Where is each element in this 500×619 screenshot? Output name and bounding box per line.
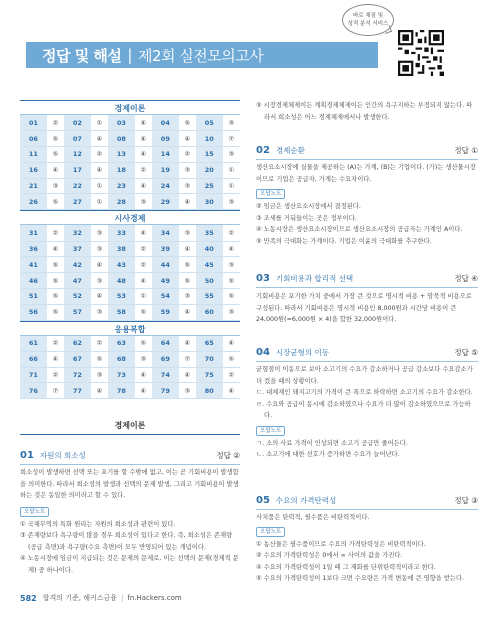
question-number-cell: 50 — [196, 273, 223, 289]
answer-cell: ④ — [91, 288, 108, 304]
question-number-cell: 61 — [20, 336, 47, 352]
question-number-cell: 31 — [20, 225, 47, 241]
answer-cell: ③ — [179, 288, 196, 304]
question-number-cell: 75 — [196, 367, 223, 383]
answer-cell: ④ — [135, 131, 152, 147]
question-01-header — [20, 448, 240, 462]
question-01-explanation — [20, 467, 240, 576]
question-number-cell: 55 — [196, 288, 223, 304]
answer-row — [20, 383, 240, 399]
answer-row — [20, 147, 240, 163]
answer-cell: ④ — [47, 241, 64, 257]
speech-bubble: 바로 채점 및 성적 분석 서비스 — [342, 4, 394, 36]
answer-cell: ④ — [91, 383, 108, 399]
answer-table — [20, 336, 240, 400]
answer-cell: ① — [223, 162, 240, 178]
answer-cell: ③ — [179, 178, 196, 194]
answer-cell: ③ — [223, 147, 240, 163]
question-topic: 기회비용과 합리적 선택 — [275, 273, 354, 283]
answer-row — [20, 178, 240, 194]
answer-cell: ⑤ — [223, 273, 240, 289]
explanation-body: 사치품은 탄력적, 필수품은 비탄력적이다. — [256, 514, 370, 521]
answer-cell: ⑤ — [223, 351, 240, 367]
answer-cell: ② — [223, 225, 240, 241]
note-item: ④ 노동시장은 생산요소시장이므로 생산요소시장의 공급자는 가계인 A이다. — [256, 226, 463, 233]
answer-cell: ④ — [179, 131, 196, 147]
question-number-cell: 72 — [64, 367, 91, 383]
question-number-cell: 16 — [20, 162, 47, 178]
answer-section-title: 경제이론 — [20, 100, 240, 115]
answer-row — [20, 257, 240, 273]
page-subtitle: 제2회 실전모의고사 — [137, 46, 264, 65]
question-divider — [256, 287, 478, 288]
answer-cell: ② — [135, 257, 152, 273]
question-number-cell: 58 — [108, 304, 135, 320]
question-answer: 정답 ③ — [454, 495, 478, 505]
answer-cell: ③ — [91, 273, 108, 289]
question-number-cell: 64 — [152, 336, 179, 352]
question-number-cell: 57 — [64, 304, 91, 320]
question-number-cell: 41 — [20, 257, 47, 273]
note-item: ⑤ 수요의 가격탄력성이 1보다 크면 수요량은 가격 변동에 큰 영향을 받는다. — [256, 575, 465, 582]
question-number-cell: 12 — [64, 147, 91, 163]
answer-cell: ② — [47, 225, 64, 241]
answer-cell: ② — [179, 147, 196, 163]
answer-row — [20, 225, 240, 241]
answer-cell: ④ — [135, 367, 152, 383]
answer-cell: ④ — [223, 383, 240, 399]
question-number-cell: 36 — [20, 241, 47, 257]
question-number-cell: 14 — [152, 147, 179, 163]
answer-cell: ① — [135, 288, 152, 304]
question-number-cell: 51 — [20, 288, 47, 304]
question-number-cell: 18 — [108, 162, 135, 178]
question-number-cell: 07 — [64, 131, 91, 147]
answer-row — [20, 351, 240, 367]
note-item: ㄴ. 소고기에 대한 선호가 증가하면 수요가 늘어난다. — [256, 451, 400, 458]
question-number-cell: 20 — [196, 162, 223, 178]
question-number: 02 — [256, 144, 270, 156]
question-divider — [256, 361, 478, 362]
question-number-cell: 15 — [196, 147, 223, 163]
explanation-body: 균형점이 이동으로 보아 소고기의 수요가 감소하거나 공급 감소보다 수요감소가 더 컸을 때의 상황이다. — [256, 366, 473, 385]
note-item: ③ 존재량보다 욕구량이 많을 경우 희소성이 있다고 한다. 즉, 희소성은 존재량(공급 측면)과 욕구량(수요 측면)이 모두 반영되어 있는 개념이다. — [20, 532, 233, 551]
answer-cell: ③ — [135, 194, 152, 210]
question-number-cell: 10 — [196, 131, 223, 147]
question-number-cell: 39 — [152, 241, 179, 257]
question-number-cell: 65 — [196, 336, 223, 352]
question-number-cell: 23 — [108, 178, 135, 194]
answer-row — [20, 115, 240, 131]
answer-cell: ② — [47, 336, 64, 352]
question-number-cell: 19 — [152, 162, 179, 178]
question-answer: 정답 ① — [454, 145, 478, 155]
question-number-cell: 67 — [64, 351, 91, 367]
wrong-answer-tag: 오답노트 — [20, 507, 49, 517]
answer-table — [20, 225, 240, 320]
answer-row — [20, 304, 240, 320]
note-item: ① 농산물은 필수품이므로 수요의 가격탄력성은 비탄력적이다. — [256, 540, 426, 548]
question-number-cell: 40 — [196, 241, 223, 257]
answer-cell: ② — [135, 241, 152, 257]
question-number: 05 — [256, 494, 270, 506]
note-item: ① 국채무역의 특화 원리는 자원의 희소성과 관련이 있다. — [20, 520, 176, 528]
answer-cell: ④ — [223, 336, 240, 352]
question-answer: 정답 ⑤ — [454, 347, 478, 357]
question-number-cell: 74 — [152, 367, 179, 383]
answer-cell: ④ — [135, 225, 152, 241]
question-number-cell: 73 — [108, 367, 135, 383]
note-item: ② 수요의 가격탄력성은 0에서 ∞ 사이의 값을 가진다. — [256, 552, 403, 559]
answer-cell: ② — [91, 147, 108, 163]
question-number: 03 — [256, 272, 270, 284]
question-answer: 정답 ② — [216, 450, 240, 460]
answer-cell: ⑤ — [135, 336, 152, 352]
answer-cell: ⑦ — [179, 351, 196, 367]
question-number-cell: 35 — [196, 225, 223, 241]
page-footer — [20, 593, 182, 603]
question-number-cell: 78 — [108, 383, 135, 399]
question-number-cell: 71 — [20, 367, 47, 383]
question-number-cell: 05 — [196, 115, 223, 131]
explanation-body: 기회비용은 포기한 가치 중에서 가장 큰 것으로 명시적 비용 + 암묵적 비용으로 구성된다. 따라서 기회비용은 명시적 비용인 8,000원과 시간당 비용이 큰 24,000원(=6,000원 × 4)을 합한 32,000원이다. — [256, 293, 472, 323]
title-separator: | — [127, 46, 132, 64]
answer-cell: ② — [135, 162, 152, 178]
question-number-cell: 63 — [108, 336, 135, 352]
answer-cell: ③ — [91, 304, 108, 320]
note-item: ③ 조세를 거둬들이는 곳은 정부이다. — [256, 214, 357, 222]
question-number-cell: 25 — [196, 178, 223, 194]
question-number-cell: 29 — [152, 194, 179, 210]
question-number-cell: 45 — [196, 257, 223, 273]
question-number-cell: 77 — [64, 383, 91, 399]
question-answer: 정답 ④ — [454, 273, 478, 283]
page-header — [0, 0, 500, 90]
answer-cell: ⑤ — [47, 257, 64, 273]
page-title: 정답 및 해설 — [42, 46, 122, 65]
question-number-cell: 76 — [20, 383, 47, 399]
answer-cell: ④ — [135, 273, 152, 289]
footer-slogan: 합격의 기준, 해커스금융 — [42, 594, 117, 602]
question-number-cell: 60 — [196, 304, 223, 320]
answer-cell: ④ — [47, 351, 64, 367]
question-number-cell: 56 — [20, 304, 47, 320]
question-number-cell: 22 — [64, 178, 91, 194]
answer-cell: ② — [47, 115, 64, 131]
answer-cell: ④ — [179, 336, 196, 352]
answer-cell: ⑦ — [47, 383, 64, 399]
answer-row — [20, 336, 240, 352]
question-number-cell: 13 — [108, 147, 135, 163]
answer-cell: ⑤ — [179, 273, 196, 289]
note-item: ④ 노동시장에 임금이 지급되는 것은 문제의 문제로, 이는 선택의 문제(경제적 문제) 중 하나이다. — [20, 555, 239, 574]
left-section-heading: 경제이론 — [114, 421, 146, 430]
answer-cell: ④ — [91, 131, 108, 147]
answer-item: ㄷ. 대체재인 돼지고기의 가격이 큰 폭으로 하락하면 소고기의 수요가 감소한다. — [256, 389, 473, 396]
question-number-cell: 34 — [152, 225, 179, 241]
answer-row — [20, 273, 240, 289]
answer-row — [20, 162, 240, 178]
answer-cell: ③ — [91, 367, 108, 383]
question-number-cell: 53 — [108, 288, 135, 304]
answer-cell: ⑤ — [47, 194, 64, 210]
question-number-cell: 11 — [20, 147, 47, 163]
question-number-cell: 70 — [196, 351, 223, 367]
question-number-cell: 49 — [152, 273, 179, 289]
question-number-cell: 21 — [20, 178, 47, 194]
qr-code-icon[interactable] — [398, 30, 444, 76]
question-number-cell: 68 — [108, 351, 135, 367]
question-divider — [256, 509, 478, 510]
question-number-cell: 26 — [20, 194, 47, 210]
question-number-cell: 28 — [108, 194, 135, 210]
question-number: 01 — [20, 449, 34, 461]
answer-cell: ③ — [223, 257, 240, 273]
answer-row — [20, 194, 240, 210]
question-03-header — [256, 271, 478, 285]
answer-item: ㄹ. 수요와 공급이 동시에 감소하였으나 수요가 더 많이 감소하였으므로 가능하다. — [256, 400, 471, 419]
answer-section-title: 시사경제 — [20, 210, 240, 225]
explanation-body: 희소성이 발생하면 선택 또는 포기를 할 수밖에 없고, 이는 곧 기회비용이 발생함을 의미한다. 따라서 희소성의 발생과 선택의 문제 발생, 그리고 기회비용이 발생하는 것은 동일한 의미라고 할 수 있다. — [20, 469, 239, 499]
left-heading-rule — [20, 434, 240, 435]
question-03-explanation — [256, 291, 478, 326]
answer-cell: ② — [47, 367, 64, 383]
question-number-cell: 66 — [20, 351, 47, 367]
answer-cell: ⑤ — [47, 288, 64, 304]
question-number-cell: 42 — [64, 257, 91, 273]
answer-cell: ⑤ — [47, 131, 64, 147]
question-number-cell: 44 — [152, 257, 179, 273]
note-item: ⑤ 만족의 극대화는 가계이다. 기업은 이윤의 극대화를 추구한다. — [256, 237, 432, 245]
question-number-cell: 46 — [20, 273, 47, 289]
question-number-cell: 38 — [108, 241, 135, 257]
question-number-cell: 48 — [108, 273, 135, 289]
answer-cell: ③ — [91, 225, 108, 241]
answer-cell: ④ — [135, 383, 152, 399]
question-topic: 자원의 희소성 — [39, 450, 86, 460]
answer-cell: ④ — [179, 194, 196, 210]
answer-cell: ④ — [223, 241, 240, 257]
question-02-header — [256, 143, 478, 157]
answer-cell: ⑤ — [47, 147, 64, 163]
question-01-continued: ⑤ 시장경제체제이든 계획경제체제이든 인간의 욕구지하는 부정되지 않는다. 따라서 희소성은 어느 경제체제에서나 발생한다. — [256, 102, 473, 121]
answer-cell: ① — [91, 178, 108, 194]
wrong-answer-tag: 오답노트 — [256, 189, 285, 199]
answer-cell: ① — [91, 194, 108, 210]
page-number: 582 — [20, 593, 37, 603]
answer-cell: ④ — [91, 257, 108, 273]
answer-cell: ① — [223, 178, 240, 194]
question-number-cell: 54 — [152, 288, 179, 304]
question-05-header — [256, 493, 478, 507]
answer-row — [20, 241, 240, 257]
question-number-cell: 59 — [152, 304, 179, 320]
note-item: ㄱ. 소의 사료 가격이 인상되면 소고기 공급만 줄어든다. — [256, 439, 408, 447]
question-number-cell: 62 — [64, 336, 91, 352]
answer-cell: ④ — [135, 178, 152, 194]
answer-cell: ③ — [179, 383, 196, 399]
answer-cell: ③ — [223, 115, 240, 131]
question-topic: 수요의 가격탄력성 — [275, 495, 337, 505]
question-number-cell: 47 — [64, 273, 91, 289]
answer-cell: ③ — [223, 194, 240, 210]
answer-cell: ④ — [47, 162, 64, 178]
answer-cell: ⑤ — [223, 288, 240, 304]
question-divider — [256, 159, 478, 160]
question-topic: 시장균형의 이동 — [275, 347, 330, 357]
question-02-explanation — [256, 162, 478, 247]
question-number-cell: 80 — [196, 383, 223, 399]
answer-cell: ① — [91, 115, 108, 131]
note-item: ④ 수요의 가격탄력성이 1일 때 그 재화를 단위탄력적이라고 한다. — [256, 563, 436, 571]
answer-cell: ④ — [135, 115, 152, 131]
answer-cell: ⑤ — [47, 273, 64, 289]
question-number-cell: 02 — [64, 115, 91, 131]
answer-cell: ④ — [135, 147, 152, 163]
question-number-cell: 09 — [152, 131, 179, 147]
answer-table — [20, 115, 240, 210]
answer-cell: ④ — [179, 241, 196, 257]
explanation-body: 생산요소시장에 실물을 제공하는 (A)는 가계, (B)는 기업이다. (가)는 생산물시장이므로 기업은 공급자, 가계는 수요자이다. — [256, 164, 476, 183]
answer-cell: ③ — [179, 225, 196, 241]
question-number: 04 — [256, 346, 270, 358]
question-number-cell: 33 — [108, 225, 135, 241]
question-number-cell: 01 — [20, 115, 47, 131]
answer-cell: ④ — [179, 304, 196, 320]
answer-cell: ③ — [47, 178, 64, 194]
answer-row — [20, 131, 240, 147]
question-number-cell: 43 — [108, 257, 135, 273]
answer-key — [20, 100, 240, 399]
question-number-cell: 03 — [108, 115, 135, 131]
question-04-header — [256, 345, 478, 359]
question-divider — [20, 464, 240, 465]
answer-cell: ⑤ — [179, 257, 196, 273]
answer-cell: ② — [223, 367, 240, 383]
answer-row — [20, 288, 240, 304]
answer-cell: ② — [91, 336, 108, 352]
question-topic: 경제순환 — [275, 145, 305, 155]
answer-cell: ③ — [223, 304, 240, 320]
question-number-cell: 27 — [64, 194, 91, 210]
question-number-cell: 32 — [64, 225, 91, 241]
title-bar — [26, 42, 378, 68]
answer-cell: ③ — [179, 162, 196, 178]
question-number-cell: 24 — [152, 178, 179, 194]
question-05-explanation — [256, 512, 478, 585]
question-number-cell: 08 — [108, 131, 135, 147]
question-04-explanation — [256, 364, 478, 461]
answer-cell: ⑦ — [223, 131, 240, 147]
answer-cell: ③ — [91, 241, 108, 257]
answer-row — [20, 367, 240, 383]
question-number-cell: 69 — [152, 351, 179, 367]
answer-section-title: 응용복합 — [20, 321, 240, 336]
question-number-cell: 52 — [64, 288, 91, 304]
answer-cell: ④ — [179, 367, 196, 383]
answer-cell: ⑤ — [135, 304, 152, 320]
wrong-answer-tag: 오답노트 — [256, 426, 285, 436]
footer-url[interactable]: fn.Hackers.com — [127, 594, 182, 602]
answer-cell: ③ — [135, 351, 152, 367]
question-number-cell: 30 — [196, 194, 223, 210]
question-number-cell: 04 — [152, 115, 179, 131]
wrong-answer-tag: 오답노트 — [256, 527, 285, 537]
question-number-cell: 17 — [64, 162, 91, 178]
answer-cell: ⑤ — [179, 115, 196, 131]
note-item: ② 임금은 생산요소시장에서 결정된다. — [256, 203, 361, 210]
answer-cell: ⑤ — [91, 351, 108, 367]
footer-separator: | — [121, 594, 124, 602]
answer-cell: ④ — [91, 162, 108, 178]
question-number-cell: 79 — [152, 383, 179, 399]
answer-cell: ⑤ — [47, 304, 64, 320]
question-number-cell: 37 — [64, 241, 91, 257]
question-number-cell: 06 — [20, 131, 47, 147]
